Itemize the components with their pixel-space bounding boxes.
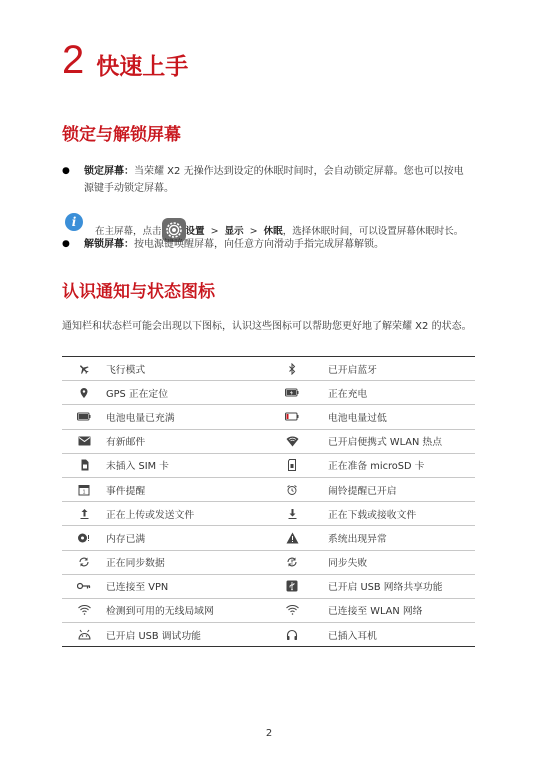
- icon-label: 检测到可用的无线局域网: [106, 598, 272, 622]
- calendar-icon: [78, 484, 90, 496]
- table-row: [62, 405, 475, 429]
- table-row: [62, 429, 475, 453]
- portable-hotspot-icon: [286, 435, 299, 447]
- wifi-connected-icon: [286, 605, 299, 615]
- headset-icon: [286, 629, 298, 641]
- icon-label: 已开启蓝牙: [312, 357, 475, 381]
- icon-label: 已连接至 VPN: [106, 574, 272, 598]
- email-icon: [78, 436, 91, 446]
- icon-label: 系统出现异常: [312, 526, 475, 550]
- table-row: [62, 477, 475, 501]
- bullet-text: 按电源键唤醒屏幕，向任意方向滑动手指完成屏幕解锁。: [134, 239, 384, 250]
- table-row: [62, 357, 475, 381]
- warning-icon: [286, 532, 299, 544]
- icon-label: 未插入 SIM 卡: [106, 453, 272, 477]
- icon-label: 正在上传或发送文件: [106, 502, 272, 526]
- chapter-number: 2: [62, 38, 85, 82]
- sync-icon: [78, 556, 90, 568]
- table-row: [62, 381, 475, 405]
- icon-label: 内存已满: [106, 526, 272, 550]
- section-title-icons: 认识通知与状态图标: [62, 282, 215, 302]
- bullet-label: 锁定屏幕：: [84, 166, 134, 177]
- status-icons-table: [62, 356, 475, 647]
- icon-label: GPS 正在定位: [106, 381, 272, 405]
- alarm-icon: [286, 484, 298, 496]
- bullet-dot: ●: [62, 239, 70, 249]
- vpn-key-icon: [77, 582, 91, 590]
- sync-failed-icon: [286, 556, 298, 568]
- bluetooth-icon: [286, 363, 298, 375]
- bullet-dot: ●: [62, 166, 70, 176]
- android-debug-icon: [78, 629, 91, 640]
- icon-label: 正在下载或接收文件: [312, 502, 475, 526]
- table-row: [62, 598, 475, 622]
- icon-label: 已开启便携式 WLAN 热点: [312, 429, 475, 453]
- chapter-title: 快速上手: [96, 53, 189, 80]
- icon-label: 已开启 USB 调试功能: [106, 630, 201, 642]
- storage-full-icon: [77, 532, 91, 544]
- bullet-label: 解锁屏幕：: [84, 239, 134, 250]
- table-row: [62, 574, 475, 598]
- note-sleep: 休眠: [263, 226, 283, 237]
- icon-label: 正在充电: [312, 381, 475, 405]
- wifi-available-icon: [78, 605, 91, 615]
- table-row: [62, 550, 475, 574]
- table-row: [62, 502, 475, 526]
- section-intro: 通知栏和状态栏可能会出现以下图标，认识这些图标可以帮助您更好地了解荣耀 X2 的状态。: [62, 321, 472, 332]
- bullet-text: 当荣耀 X2 无操作达到设定的休眠时间时，会自动锁定屏幕。您也可以按电: [134, 166, 464, 177]
- icon-label: 正在同步数据: [106, 550, 272, 574]
- icon-label: 闹铃提醒已开启: [312, 477, 475, 501]
- chapter-heading: [62, 38, 188, 82]
- icon-label: 电池电量过低: [312, 405, 475, 429]
- note-text: 在主屏幕，点击 设置 > 显示 > 休眠，选择休眠时间，可以设置屏幕休眠时长。: [95, 218, 463, 242]
- battery-full-icon: [77, 412, 91, 421]
- battery-charging-icon: [285, 388, 299, 397]
- section-title-lock: 锁定与解锁屏幕: [62, 125, 181, 145]
- download-icon: [287, 508, 298, 520]
- page-number: 2: [265, 728, 273, 739]
- note-display: 显示: [224, 226, 244, 237]
- battery-low-icon: [285, 412, 299, 421]
- icon-label: 事件提醒: [106, 477, 272, 501]
- icon-label: 有新邮件: [106, 429, 272, 453]
- table-row: [62, 623, 475, 647]
- upload-icon: [79, 508, 90, 520]
- svg-text:1: 1: [82, 489, 86, 496]
- airplane-icon: [78, 363, 90, 375]
- icon-label: 已开启 USB 网络共享功能: [312, 574, 475, 598]
- bullet-unlock-screen: [62, 236, 482, 253]
- icon-label: 同步失败: [312, 550, 475, 574]
- table-row: [62, 526, 475, 550]
- note-settings: 设置: [185, 226, 205, 237]
- sd-card-icon: [287, 459, 297, 471]
- bullet-lock-screen: [62, 163, 482, 197]
- usb-tethering-icon: [286, 580, 298, 592]
- icon-label: 已连接至 WLAN 网络: [312, 598, 475, 622]
- table-row: [62, 453, 475, 477]
- icon-label: 已插入耳机: [328, 630, 377, 642]
- icon-label: 电池电量已充满: [106, 405, 272, 429]
- info-note: [65, 210, 485, 238]
- bullet-text-cont: 源键手动锁定屏幕。: [84, 183, 174, 194]
- info-icon: i: [65, 213, 83, 231]
- icon-label: 正在准备 microSD 卡: [312, 453, 475, 477]
- no-sim-icon: [79, 459, 89, 471]
- icon-label: 飞行模式: [106, 357, 272, 381]
- location-pin-icon: [78, 387, 90, 399]
